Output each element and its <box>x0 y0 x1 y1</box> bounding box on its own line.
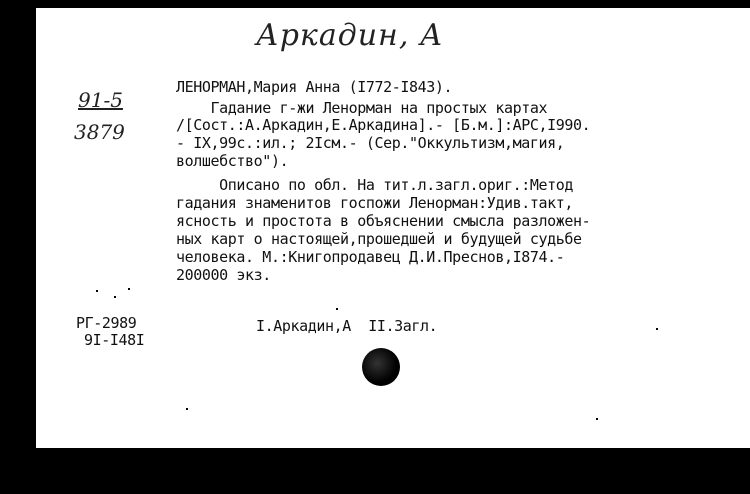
record-line-4: волшебство"). <box>176 152 289 170</box>
scan-speck <box>186 408 188 410</box>
punch-hole <box>362 348 400 386</box>
scan-speck <box>336 308 338 310</box>
record-line-5: Описано по обл. На тит.л.загл.ориг.:Метод <box>176 176 574 194</box>
record-line-1: Гадание г-жи Ленорман на простых картах <box>176 99 548 117</box>
scan-speck <box>114 296 116 298</box>
record-heading: ЛЕНОРМАН,Мария Анна (I772-I843). <box>176 78 453 96</box>
record-line-10: 200000 экз. <box>176 266 271 284</box>
call-number-1: РГ-2989 <box>76 314 137 332</box>
record-line-3: - IX,99с.:ил.; 2Iсм.- (Сер."Оккультизм,магия, <box>176 134 565 152</box>
scan-speck <box>96 290 98 292</box>
record-line-2: /[Сост.:А.Аркадин,Е.Аркадина].- [Б.м.]:АРС,I990. <box>176 116 591 134</box>
record-line-6: гадания знаменитов госпожи Ленорман:Удив.такт, <box>176 194 574 212</box>
scan-speck <box>596 418 598 420</box>
handwritten-shelf-mark-bottom: 3879 <box>74 120 125 144</box>
record-line-9: человека. М.:Книгопродавец Д.И.Преснов,I874.- <box>176 248 565 266</box>
record-line-7: ясность и простота в объяснении смысла разложен- <box>176 212 591 230</box>
call-number-2: 9I-I48I <box>84 331 145 349</box>
card-paper <box>36 8 750 448</box>
record-line-8: ных карт о настоящей,прошедшей и будущей судьбе <box>176 230 582 248</box>
scan-speck <box>656 328 658 330</box>
tracings: I.Аркадин,А II.Загл. <box>256 317 438 335</box>
handwritten-author-name: Аркадин, А <box>256 18 444 53</box>
scan-speck <box>128 288 130 290</box>
handwritten-shelf-mark-top: 91-5 <box>78 88 123 112</box>
